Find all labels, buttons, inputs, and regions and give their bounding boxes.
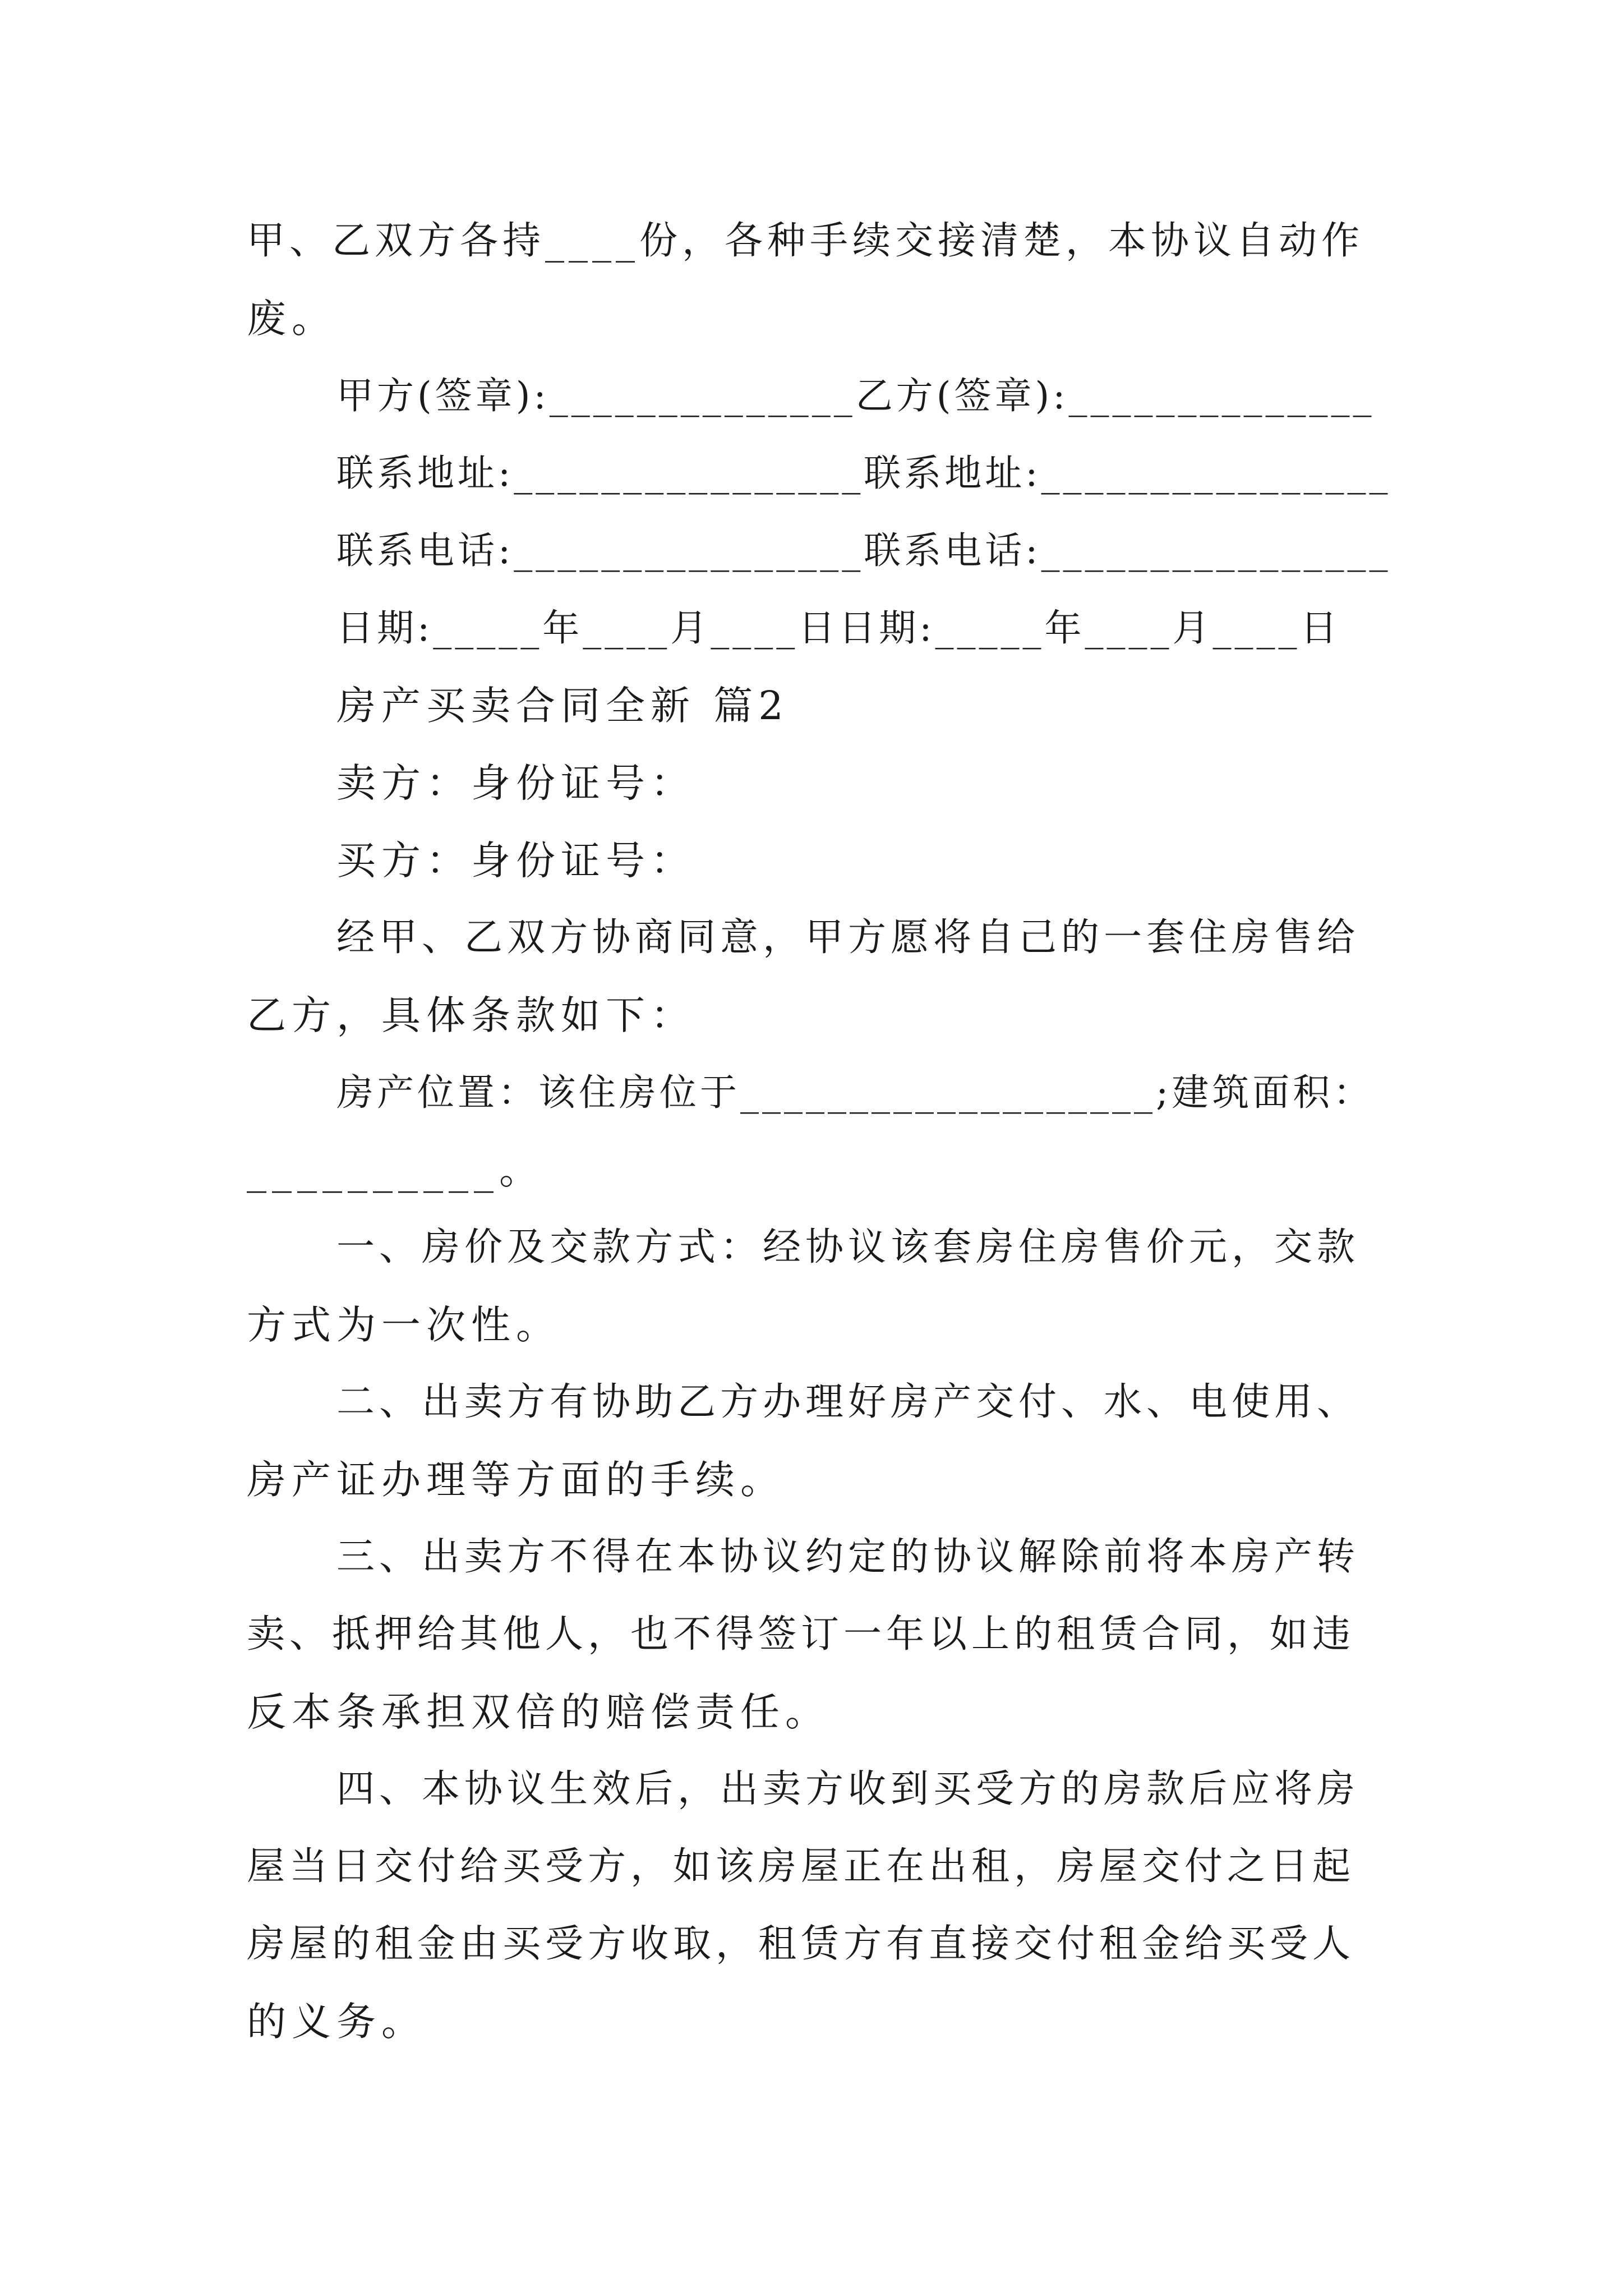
clause-1: 一、房价及交款方式：经协议该套房住房售价元，交款 [336, 1225, 1360, 1269]
text-line: 卖、抵押给其他人，也不得签订一年以上的租赁合同，如违 [247, 1612, 1355, 1657]
text-line: 反本条承担双倍的赔偿责任。 [247, 1689, 830, 1735]
text-line: __________。 [247, 1147, 544, 1193]
text-line: 废。 [247, 296, 336, 342]
phone-line: 联系电话:________________联系电话:________________ [336, 529, 1391, 572]
seller-line: 卖方：身份证号： [336, 760, 695, 806]
section-title: 房产买卖合同全新 篇2 [336, 683, 789, 729]
text-line: 乙方，具体条款如下： [247, 992, 695, 1038]
text-line: 房屋的租金由买受方收取，租赁方有直接交付租金给买受人 [247, 1922, 1355, 1966]
text-line: 的义务。 [247, 1999, 426, 2045]
property-line: 房产位置：该住房位于___________________;建筑面积： [336, 1071, 1374, 1114]
buyer-line: 买方：身份证号： [336, 838, 695, 884]
text-line: 方式为一次性。 [247, 1302, 561, 1348]
date-line: 日期:_____年____月____日日期:_____年____月____日 [336, 606, 1341, 650]
clause-2: 二、出卖方有协助乙方办理好房产交付、水、电使用、 [336, 1380, 1360, 1424]
text-line: 甲、乙双方各持____份，各种手续交接清楚，本协议自动作 [247, 219, 1364, 263]
text-line: 经甲、乙双方协商同意，甲方愿将自己的一套住房售给 [336, 915, 1360, 960]
address-line: 联系地址:________________联系地址:________________ [336, 452, 1391, 495]
clause-4: 四、本协议生效后，出卖方收到买受方的房款后应将房 [336, 1767, 1360, 1811]
text-line: 屋当日交付给买受方，如该房屋正在出租，房屋交付之日起 [247, 1844, 1355, 1889]
signature-line: 甲方(签章):______________乙方(签章):______________ [336, 374, 1375, 417]
clause-3: 三、出卖方不得在本协议约定的协议解除前将本房产转 [336, 1535, 1360, 1579]
text-line: 房产证办理等方面的手续。 [247, 1457, 785, 1503]
